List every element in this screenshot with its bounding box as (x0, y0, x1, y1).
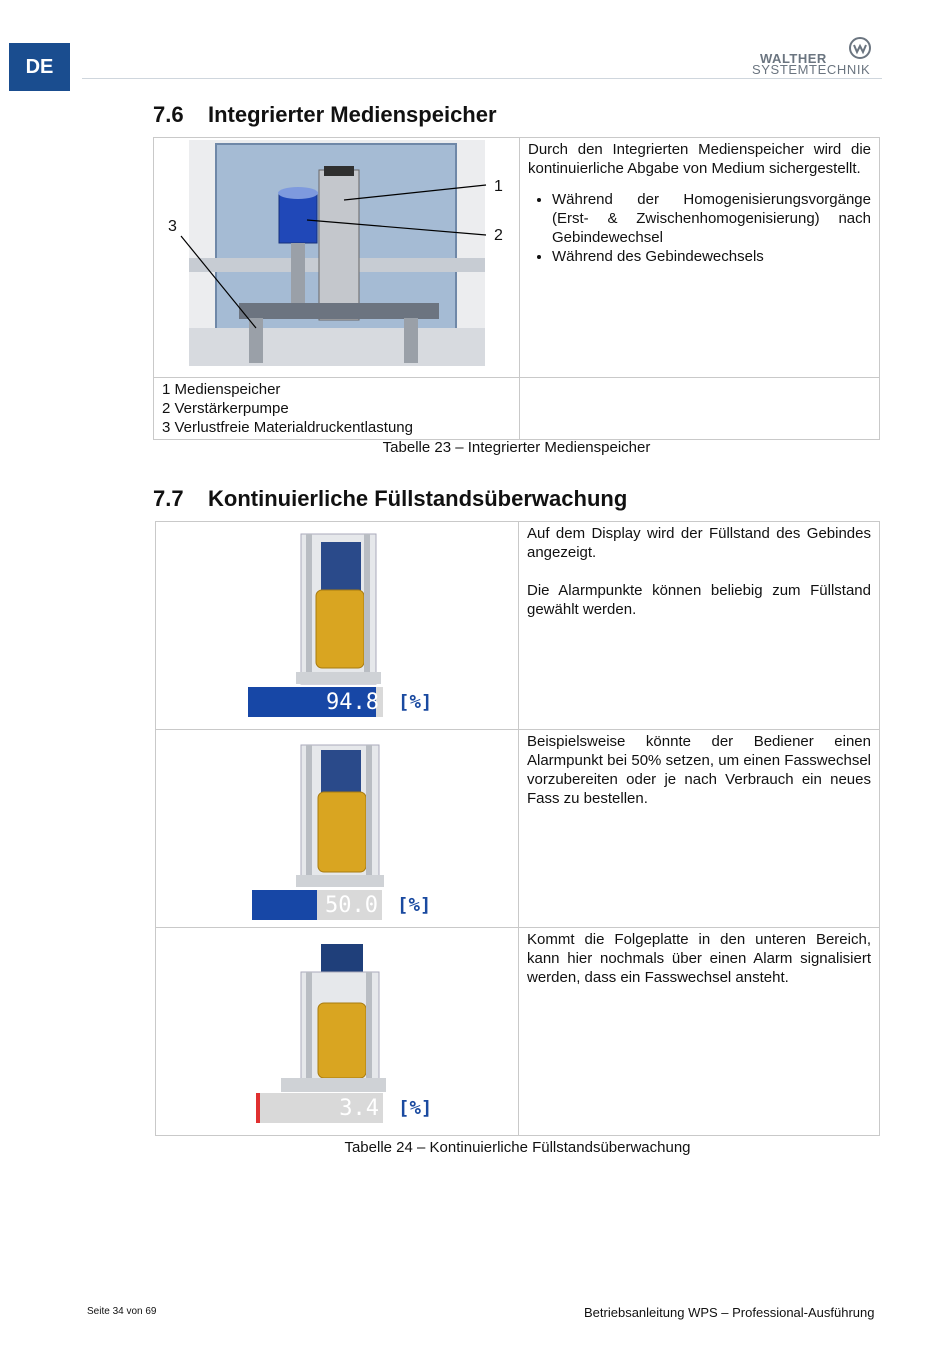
legend-item: 2 Verstärkerpumpe (162, 400, 289, 417)
fill-level-bar (248, 687, 383, 717)
table-24 (155, 521, 880, 1136)
fill-level-value: 3.4 (339, 1096, 379, 1121)
description-text: Auf dem Display wird der Füllstand des Gebindes angezeigt. (527, 525, 871, 561)
section-title: Kontinuierliche Füllstandsüberwachung (208, 486, 628, 511)
description-text-2: Die Alarmpunkte können beliebig zum Füllstand gewählt werden. (527, 582, 871, 618)
intro-text: Durch den Integrierten Medienspeicher wird die kontinuierliche Abgabe von Medium sichergestellt. (528, 141, 871, 177)
fill-level-row-3-text (519, 928, 879, 987)
legend-item: 1 Medienspeicher (162, 381, 281, 398)
fill-level-bar-fill (252, 890, 317, 920)
description-text: Kommt die Folgeplatte in den unteren Bereich, kann hier nochmals über einen Alarm signalisiert werden, dass ein Fasswechsel ansteht. (527, 931, 871, 986)
logo-mark-icon (848, 36, 872, 60)
table-24-caption: Tabelle 24 – Kontinuierliche Füllstandsüberwachung (344, 1139, 691, 1156)
legend-item: 3 Verlustfreie Materialdruckentlastung (162, 419, 413, 436)
fill-level-unit: [%] (397, 894, 432, 916)
fill-level-bar (252, 890, 382, 920)
bullet-item: • Während der Homogenisierungsvorgänge (Erst- & Zwischenhomogenisierung) nach Gebindewechsel (552, 190, 871, 247)
language-tab: DE (9, 43, 70, 91)
section-number: 7.6 (153, 102, 184, 127)
company-logo (752, 36, 877, 78)
logo-line1: WALTHER (760, 51, 827, 66)
bullet-item: • Während des Gebindewechsels (552, 247, 871, 266)
fill-level-bar-fill (256, 1093, 260, 1123)
legend (154, 378, 519, 439)
callout-2: 2 (494, 227, 503, 244)
media-storage-description (520, 138, 879, 266)
table-23 (153, 137, 880, 440)
section-heading-7-7 (153, 486, 627, 512)
header-divider (82, 78, 882, 79)
fill-level-row-3-image (156, 928, 518, 1135)
fill-level-row-2-text (519, 730, 879, 808)
callout-3: 3 (168, 218, 177, 235)
section-heading-7-6 (153, 102, 497, 128)
callout-1: 1 (494, 178, 503, 195)
media-storage-image (154, 138, 519, 377)
fill-level-value: 94.8 (326, 690, 379, 715)
fill-level-unit: [%] (398, 691, 433, 713)
fill-level-row-1-text (519, 522, 879, 619)
section-number: 7.7 (153, 486, 184, 511)
page-number: Seite 34 von 69 (87, 1306, 157, 1317)
table-23-caption: Tabelle 23 – Integrierter Medienspeicher (382, 439, 651, 456)
fill-level-row-2-image (156, 730, 518, 927)
document-title: Betriebsanleitung WPS – Professional-Ausführung (584, 1305, 875, 1320)
fill-level-unit: [%] (398, 1097, 433, 1119)
fill-level-row-1-image (156, 522, 518, 729)
bullet-list (528, 190, 871, 266)
fill-level-bar (256, 1093, 383, 1123)
section-title: Integrierter Medienspeicher (208, 102, 497, 127)
fill-level-value: 50.0 (325, 893, 378, 918)
machine-illustration (154, 138, 519, 377)
logo-line2: SYSTEMTECHNIK (752, 62, 871, 77)
description-text: Beispielsweise könnte der Bediener einen Alarmpunkt bei 50% setzen, um einen Fasswechsel vorzubereiten oder je nach Verbrauch ein neues Fass zu bestellen. (527, 733, 871, 807)
